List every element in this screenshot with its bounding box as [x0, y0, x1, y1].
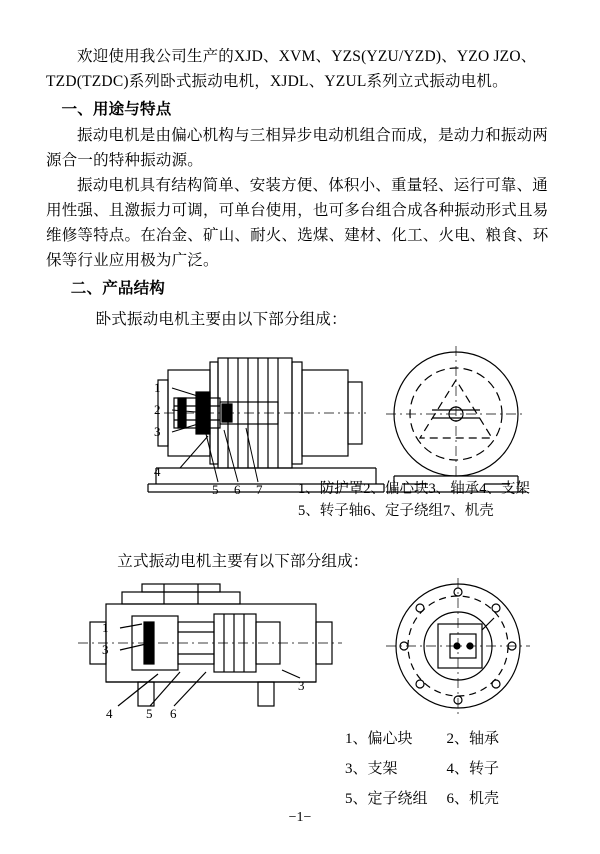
intro-paragraph: 欢迎使用我公司生产的XJD、XVM、YZS(YZU/YZD)、YZO JZO、TZD(TZDC)系列卧式振动电机，XJDL、YZUL系列立式振动电机。: [46, 48, 537, 90]
section-heading-1: 一、用途与特点: [61, 101, 172, 118]
section1-paragraph-2: 振动电机具有结构简单、安装方便、体积小、重量轻、运行可靠、通用性强、且激振力可调，可单台使用，也可多台组合成各种振动形式且易维修等特点。在冶金、矿山、耐火、选煤、建材、化工、火电、粮食、环保等行业应用极为广泛。: [46, 177, 549, 269]
legend-row: [344, 785, 515, 813]
figure1-legend-line1: 1、防护罩2、偏心块3、轴承4、支架: [298, 481, 530, 497]
figure2-legend-6: 6、机壳: [446, 791, 500, 807]
legend-row: [344, 755, 515, 783]
figure1-legend: [298, 478, 530, 522]
figure2-legend-4: 4、转子: [446, 761, 500, 777]
figure1-callout-3: 3: [154, 424, 161, 439]
figure2-callout-6: 6: [170, 706, 177, 721]
figure1-caption: 卧式振动电机主要由以下部分组成：: [95, 311, 347, 328]
figure2-callout-1: 1: [102, 620, 109, 635]
figure1-callout-1: 1: [154, 380, 161, 395]
figure2-callout-3: 3: [298, 678, 305, 693]
figure2-callout-2: 3: [102, 642, 109, 657]
figure2-legend: [342, 723, 517, 815]
section1-paragraph-1: 振动电机是由偏心机构与三相异步电动机组合而成，是动力和振动两源合一的特种振动源。: [46, 127, 549, 169]
figure2-callout-5: 5: [146, 706, 153, 721]
figure1-legend-line2: 5、转子轴6、定子绕组7、机壳: [298, 503, 494, 519]
legend-row: [344, 725, 515, 753]
figure2-callout-4: 4: [106, 706, 113, 721]
figure1-callout-2: 2: [154, 402, 161, 417]
figure1-callout-4: 4: [154, 464, 161, 479]
figure1-callout-6: 6: [234, 482, 241, 497]
page-number: −1−: [288, 810, 312, 825]
figure2-legend-5: 5、定子绕组: [345, 791, 428, 807]
figure1-callout-7: 7: [256, 482, 263, 497]
figure2-legend-1: 1、偏心块: [345, 731, 413, 747]
figure2-legend-2: 2、轴承: [446, 731, 500, 747]
figure2-caption: 立式振动电机主要有以下部分组成：: [117, 553, 369, 570]
figure1-callout-5: 5: [212, 482, 219, 497]
figure-vertical-motor: [46, 578, 554, 807]
figure-horizontal-motor: [46, 336, 554, 536]
section-heading-2: 二、产品结构: [70, 280, 165, 297]
figure2-legend-3: 3、支架: [345, 761, 398, 777]
